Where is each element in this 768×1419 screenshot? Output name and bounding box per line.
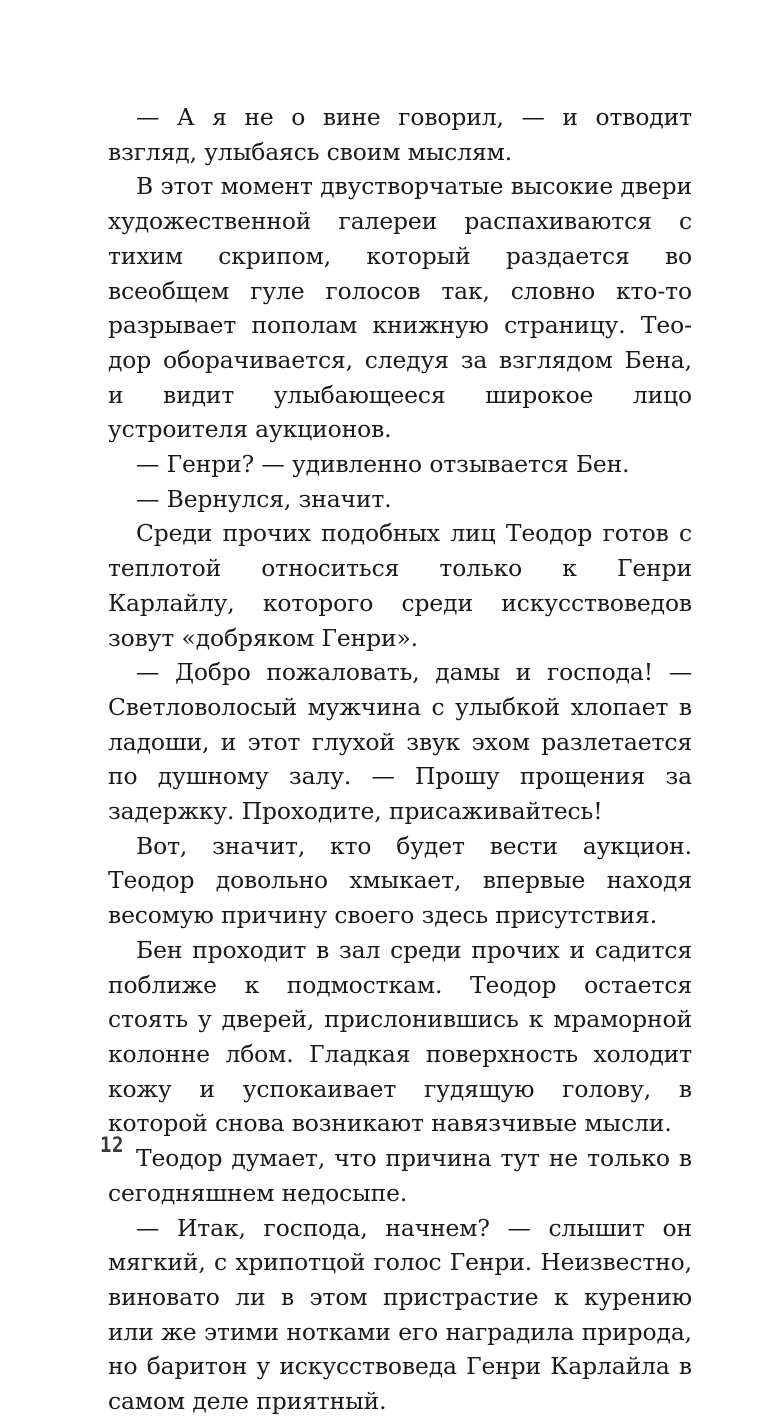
paragraph-4: — Вернулся, значит.: [136, 484, 392, 513]
page-number: 12: [100, 1133, 124, 1158]
paragraph-10: — Итак, господа, начнем? — слышит он мягкий, с хрипотцой голос Генри. Неизвестно, виновато ли в этом пристрастие к курению или же этими нотками его наградила природа, но баритон у искусствоведа Генри Карлайла в самом деле приятный.: [108, 1213, 692, 1416]
paragraph-3: — Генри? — удивленно отзывается Бен.: [136, 450, 630, 479]
paragraph-6: — Добро пожаловать, дамы и господа! — Светловолосый мужчина с улыбкой хлопает в ладоши, и этот глухой звук эхом разлетается по душному залу. — Прошу прощения за задержку. Проходите, присаживайтесь!: [108, 658, 692, 826]
body-text: [108, 100, 692, 1419]
paragraph-8: Бен проходит в зал среди прочих и садится поближе к подмосткам. Теодор остается стоять у дверей, прислонившись к мраморной колонне лбом. Гладкая поверхность холодит кожу и успокаивает гудящую голову, в которой снова возникают навязчивые мысли.: [108, 935, 692, 1138]
paragraph-1: — А я не о вине говорил, — и отводит взгляд, улыбаясь своим мыслям.: [108, 103, 692, 166]
paragraph-5: Среди прочих подобных лиц Теодор готов с теплотой относиться только к Генри Карлайлу, которого среди искусствоведов зовут «добряком Генри».: [108, 519, 692, 652]
paragraph-2: В этот момент двустворчатые высокие двери художественной галереи распахиваются с тихим скрипом, который раздается во всеобщем гуле голосов так, словно кто-то разрывает пополам книжную страницу. Теодор оборачивается, следуя за взглядом Бена, и видит улыбающееся широкое лицо устроителя аукционов.: [108, 172, 692, 444]
paragraph-7: Вот, значит, кто будет вести аукцион. Теодор довольно хмыкает, впервые находя весомую причину своего здесь присутствия.: [108, 831, 692, 930]
paragraph-9: Теодор думает, что причина тут не только в сегодняшнем недосыпе.: [108, 1144, 692, 1207]
